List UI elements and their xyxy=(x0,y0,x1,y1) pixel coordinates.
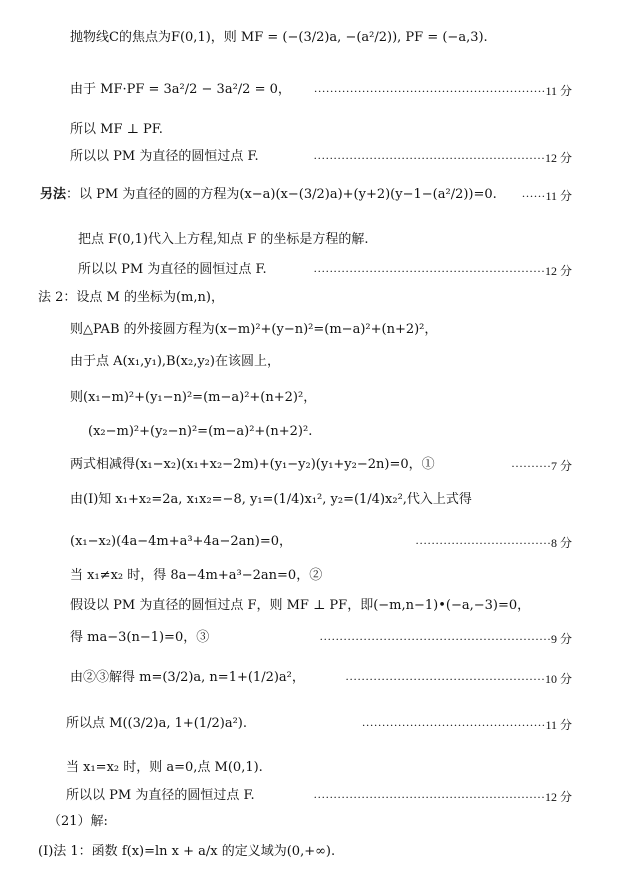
line-22 xyxy=(66,786,255,806)
line-10-text: 由于点 A(x₁,y₁),B(x₂,y₂)在该圆上， xyxy=(70,354,280,369)
line-24 xyxy=(38,842,335,862)
line-20 xyxy=(66,714,247,734)
line-2 xyxy=(70,80,291,100)
line-9-text: 则△PAB 的外接圆方程为(x−m)²+(y−n)²=(m−a)²+(n+2)²， xyxy=(70,322,438,337)
score-11-a: ··························································11 分 xyxy=(313,84,572,98)
line-3-text: 所以 MF ⊥ PF. xyxy=(70,122,163,137)
line-15-text: (x₁−x₂)(4a−4m+a³+4a−2an)=0， xyxy=(70,534,292,549)
line-16 xyxy=(70,566,322,586)
line-14-text: 由(Ⅰ)知 x₁+x₂=2a, x₁x₂=−8, y₁=(1/4)x₁², y₂=(1/4)x₂²,代入上式得 xyxy=(70,492,472,507)
line-8 xyxy=(38,288,224,308)
line-5 xyxy=(40,185,497,205)
line-18-text: 得 ma−3(n−1)=0，③ xyxy=(70,630,210,645)
line-8-text: 法 2：设点 M 的坐标为(m,n)， xyxy=(38,290,224,305)
alt-method-label: 另法 xyxy=(40,187,67,202)
line-12 xyxy=(88,422,312,442)
score-11-b: ······11 分 xyxy=(521,189,572,203)
score-12-c: ··························································12 分 xyxy=(313,790,572,804)
line-5-text: 另法：以 PM 为直径的圆的方程为(x−a)(x−(3/2)a)+(y+2)(y−1−(a²/2))=0. xyxy=(40,187,497,202)
line-10 xyxy=(70,352,280,372)
score-11-c: ··············································11 分 xyxy=(361,718,572,732)
line-21 xyxy=(66,758,263,778)
score-12-b: ··························································12 分 xyxy=(313,264,572,278)
line-4 xyxy=(70,147,259,167)
score-7: ··········7 分 xyxy=(511,459,572,473)
line-6-text: 把点 F(0,1)代入上方程,知点 F 的坐标是方程的解. xyxy=(78,232,369,247)
line-1 xyxy=(70,28,488,56)
line-13-text: 两式相减得(x₁−x₂)(x₁+x₂−2m)+(y₁−y₂)(y₁+y₂−2n)=0，① xyxy=(70,457,435,472)
line-7 xyxy=(78,260,267,280)
line-23-text: （21）解: xyxy=(48,814,108,829)
line-6 xyxy=(78,230,369,250)
line-23 xyxy=(48,812,108,832)
line-19 xyxy=(70,668,305,688)
line-9 xyxy=(70,320,437,340)
line-11 xyxy=(70,388,316,408)
line-7-text: 所以以 PM 为直径的圆恒过点 F. xyxy=(78,262,267,277)
score-12-a: ··························································12 分 xyxy=(313,151,572,165)
line-12-text: (x₂−m)²+(y₂−n)²=(m−a)²+(n+2)². xyxy=(88,424,313,439)
line-14 xyxy=(70,490,472,510)
line-17-text: 假设以 PM 为直径的圆恒过点 F，则 MF ⊥ PF，即(−m,n−1)•(−a,−3)=0， xyxy=(70,598,531,613)
line-2-text: 由于 MF·PF = 3a²/2 − 3a²/2 = 0， xyxy=(70,82,291,97)
line-3 xyxy=(70,120,163,140)
line-15 xyxy=(70,532,292,552)
line-1-text: 抛物线C的焦点为F(0,1)，则 MF = (−(3/2)a, −(a²/2)), PF = (−a,3). xyxy=(70,30,488,45)
line-16-text: 当 x₁≠x₂ 时，得 8a−4m+a³−2an=0，② xyxy=(70,568,323,583)
line-20-text: 所以点 M((3/2)a, 1+(1/2)a²). xyxy=(66,716,247,731)
line-19-text: 由②③解得 m=(3/2)a, n=1+(1/2)a²， xyxy=(70,670,305,685)
line-4-text: 所以以 PM 为直径的圆恒过点 F. xyxy=(70,149,259,164)
line-11-text: 则(x₁−m)²+(y₁−n)²=(m−a)²+(n+2)²， xyxy=(70,390,317,405)
score-8: ··································8 分 xyxy=(415,536,572,550)
score-10: ··················································10 分 xyxy=(345,672,572,686)
line-13 xyxy=(70,455,435,475)
line-17 xyxy=(70,596,530,616)
score-9: ··························································9 分 xyxy=(319,632,572,646)
line-21-text: 当 x₁=x₂ 时，则 a=0,点 M(0,1). xyxy=(66,760,263,775)
line-22-text: 所以以 PM 为直径的圆恒过点 F. xyxy=(66,788,255,803)
line-18 xyxy=(70,628,209,648)
line-24-text: (Ⅰ)法 1：函数 f(x)=ln x + a/x 的定义域为(0,+∞). xyxy=(38,844,336,859)
